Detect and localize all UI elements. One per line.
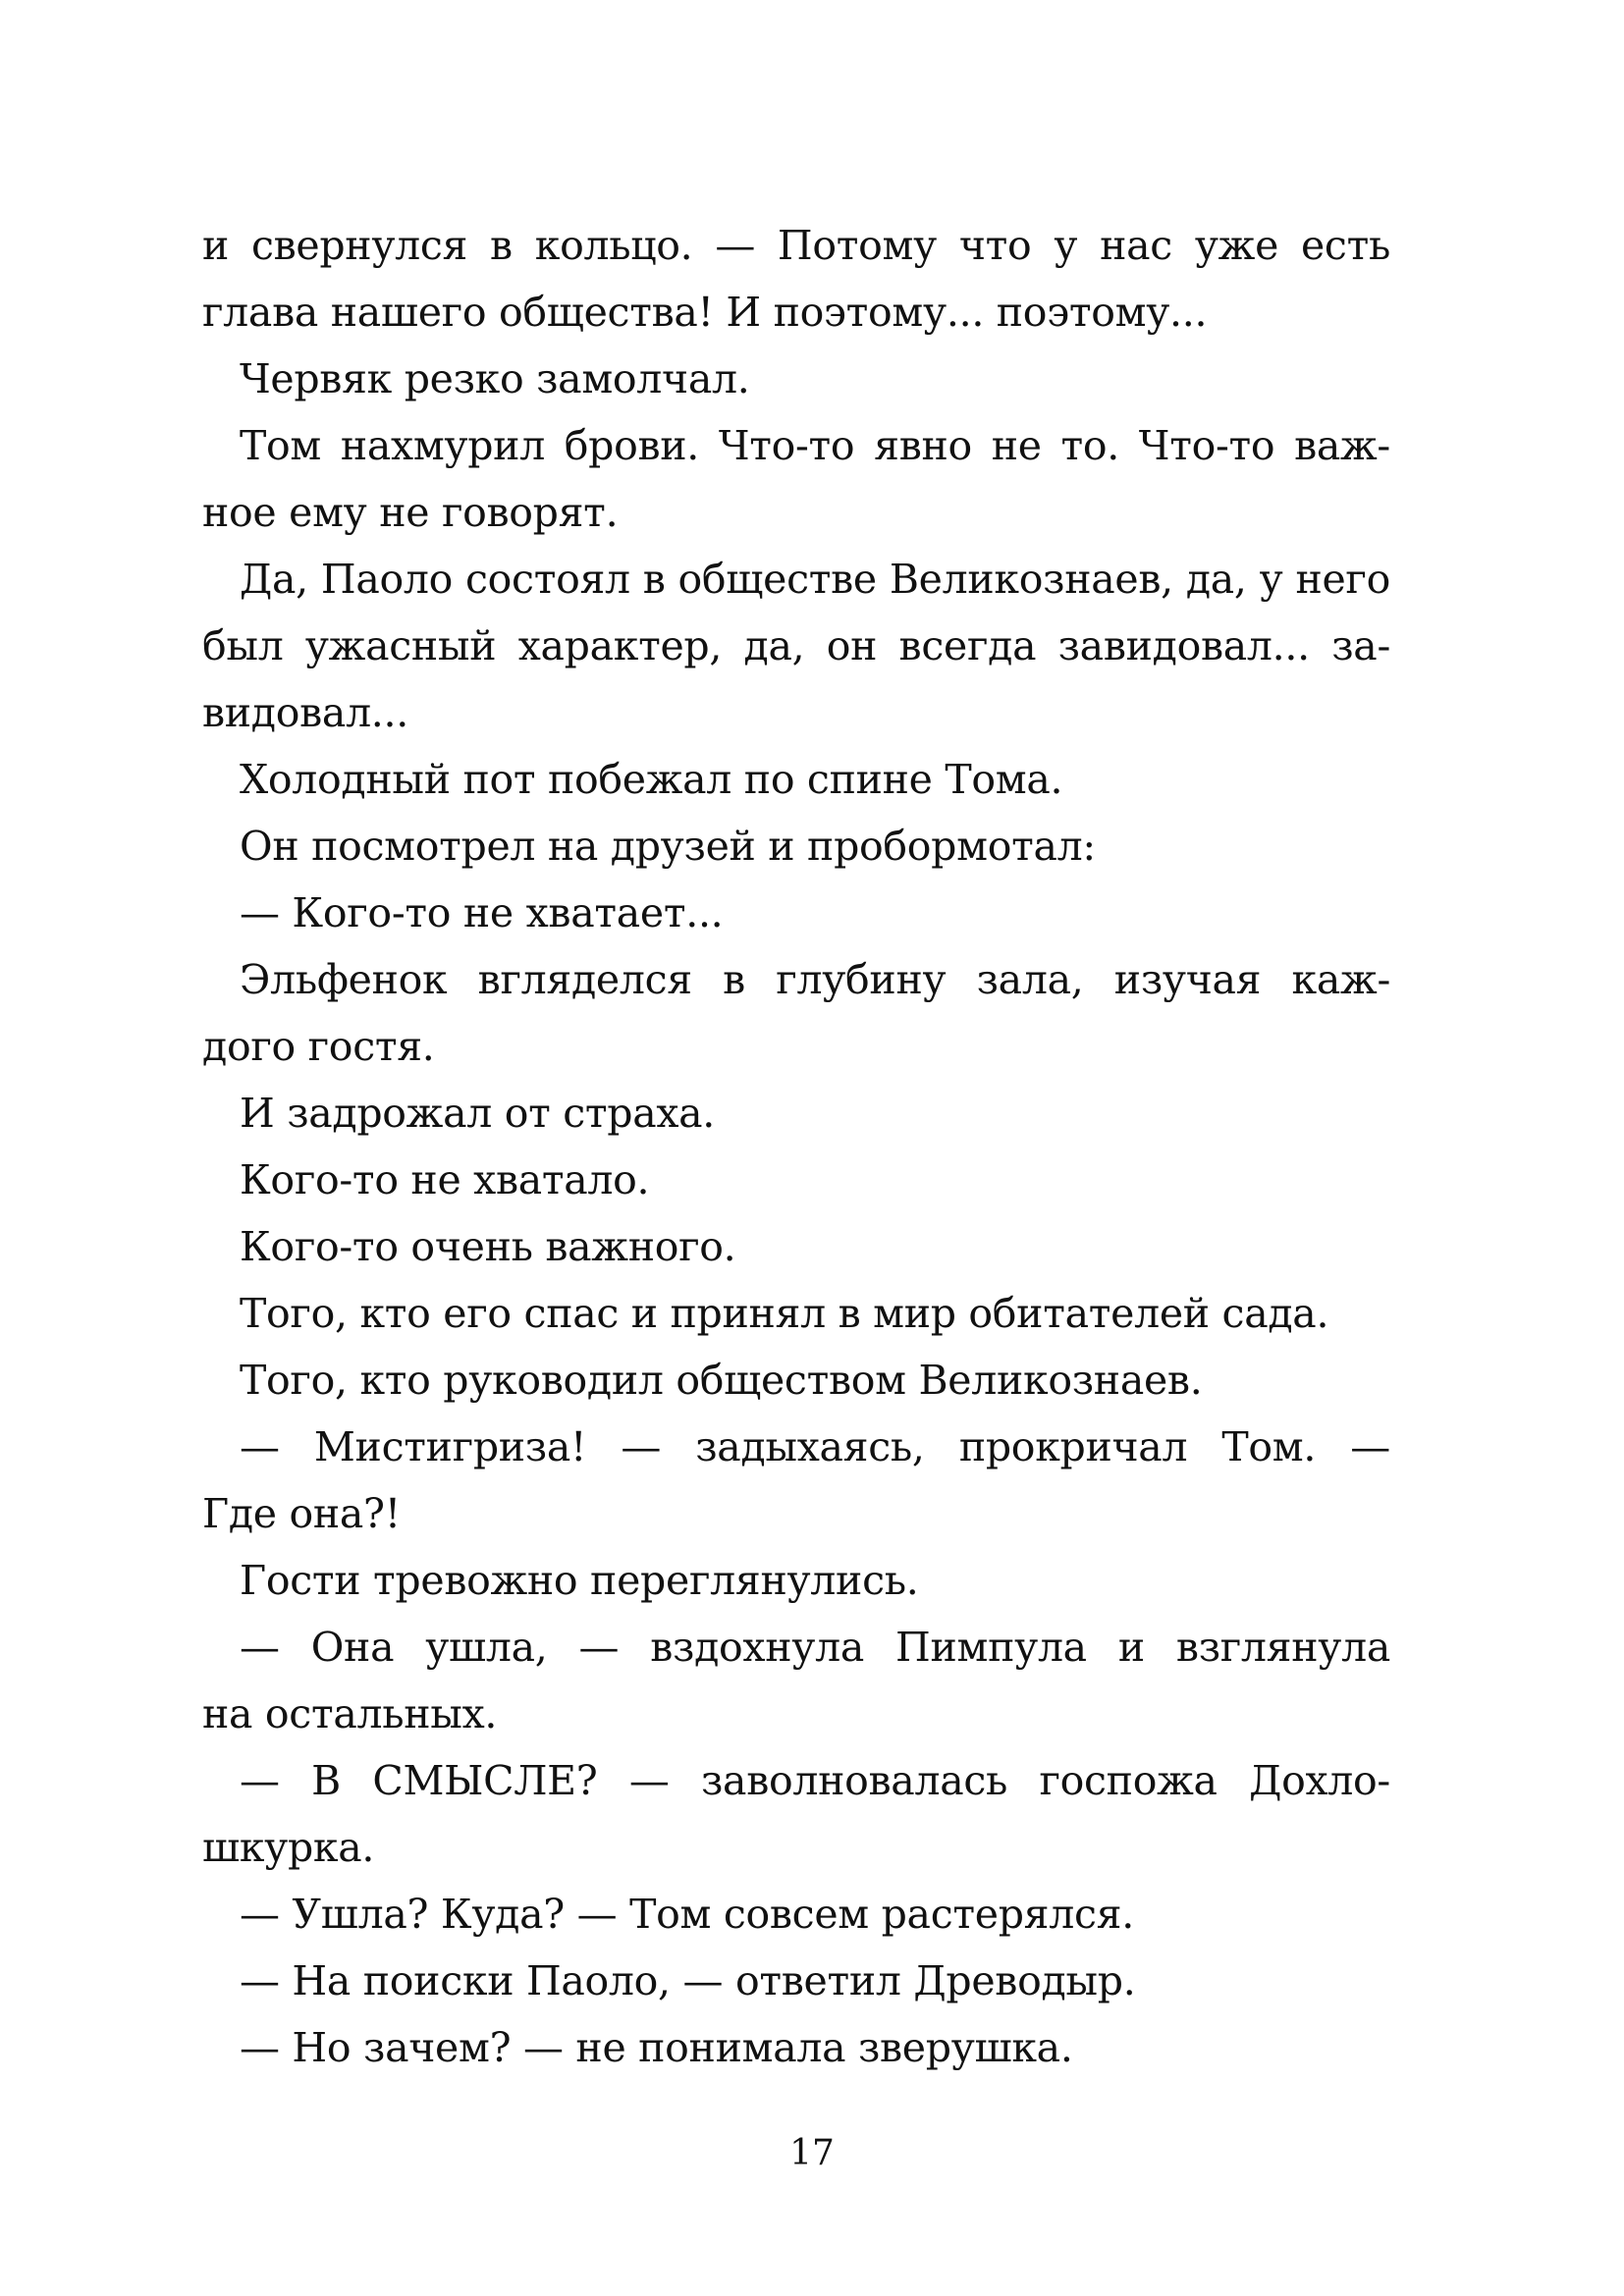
text-line: Червяк резко замолчал. xyxy=(240,355,750,402)
text-line: Том нахмурил брови. Что-то явно не то. Что-то важ- xyxy=(240,422,1390,469)
text-line: — На поиски Паоло, — ответил Древодыр. xyxy=(240,1957,1136,2004)
text-line: Да, Паоло состоял в обществе Великознаев, да, у него xyxy=(240,556,1390,603)
text-line: — Мистигриза! — задыхаясь, прокричал Том. — xyxy=(240,1423,1390,1470)
text-line: Того, кто руководил обществом Великознаев. xyxy=(240,1357,1203,1404)
text-line: — Она ушла, — вздохнула Пимпула и взглянула xyxy=(240,1624,1390,1671)
text-line: Он посмотрел на друзей и пробормотал: xyxy=(240,823,1096,870)
page-number: 17 xyxy=(789,2133,835,2173)
text-line: — Ушла? Куда? — Том совсем растерялся. xyxy=(240,1891,1134,1938)
text-line: глава нашего общества! И поэтому... поэтому... xyxy=(202,289,1208,336)
text-line: Эльфенок вгляделся в глубину зала, изучая каж- xyxy=(240,956,1390,1003)
text-line: Кого-то не хватало. xyxy=(240,1156,650,1203)
text-line: ное ему не говорят. xyxy=(202,489,619,536)
text-line: Того, кто его спас и принял в мир обитателей сада. xyxy=(240,1290,1329,1337)
text-line: был ужасный характер, да, он всегда завидовал... за- xyxy=(202,622,1390,669)
text-line: на остальных. xyxy=(202,1690,498,1737)
text-line: дого гостя. xyxy=(202,1023,435,1070)
text-line: видовал... xyxy=(202,689,409,736)
text-line: — В СМЫСЛЕ? — заволновалась госпожа Дохло- xyxy=(240,1757,1390,1804)
text-line: И задрожал от страха. xyxy=(240,1090,716,1137)
text-line: — Кого-то не хватает... xyxy=(240,889,724,936)
text-line: Холодный пот побежал по спине Тома. xyxy=(240,756,1063,803)
text-line: и свернулся в кольцо. — Потому что у нас уже есть xyxy=(202,222,1390,269)
text-line: Кого-то очень важного. xyxy=(240,1223,736,1270)
text-line: Где она?! xyxy=(202,1490,401,1537)
text-line: шкурка. xyxy=(202,1824,375,1871)
text-line: — Но зачем? — не понимала зверушка. xyxy=(240,2024,1073,2071)
text-line: Гости тревожно переглянулись. xyxy=(240,1557,919,1604)
